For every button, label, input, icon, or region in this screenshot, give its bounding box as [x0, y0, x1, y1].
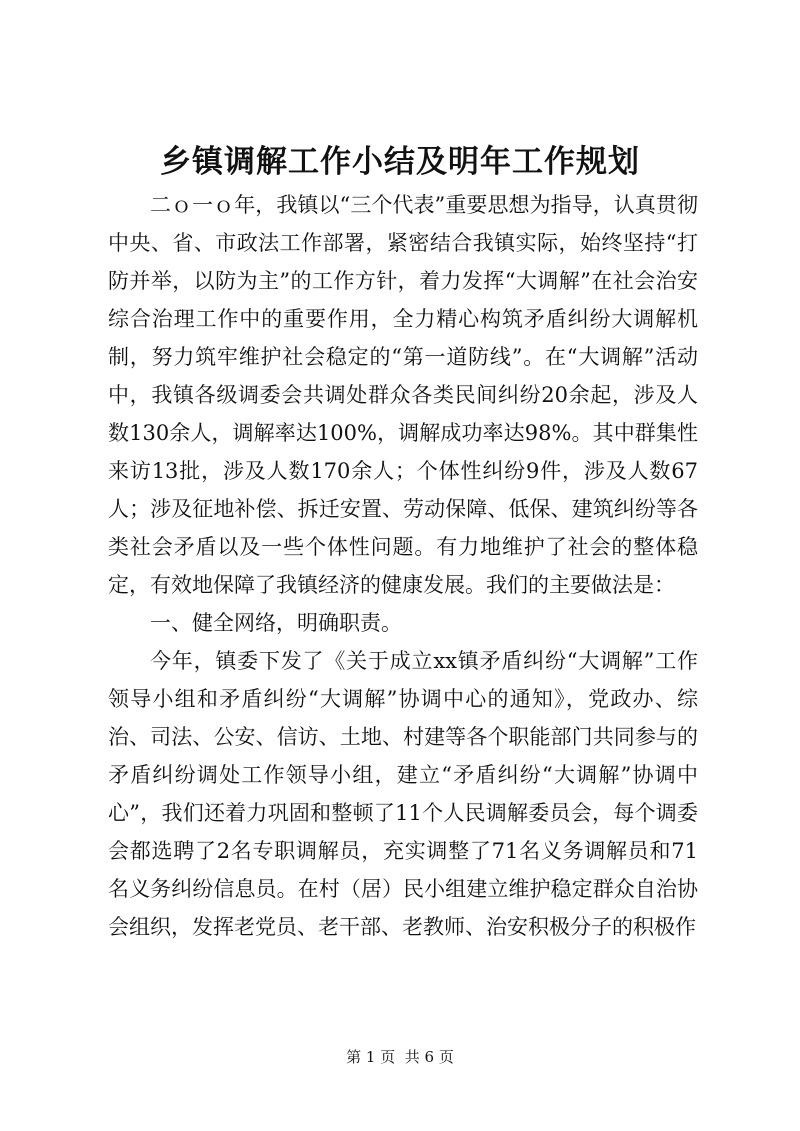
page-number-label: 第 1 页 共 6 页: [346, 1048, 454, 1066]
document-title: 乡镇调解工作小结及明年工作规划: [160, 144, 640, 180]
paragraph-section-1: 今年，镇委下发了《关于成立xx镇矛盾纠纷“大调解”工作领导小组和矛盾纠纷“大调解”协调中心的通知》，党政办、综治、司法、公安、信访、土地、村建等各个职能部门共同参与的矛盾纠纷调处工作领导小组，建立“矛盾纠纷“大调解”协调中心”，我们还着力巩固和整顿了11个人民调解委员会，每个调委会都选聘了2名专职调解员，充实调整了71名义务调解员和71名义务纠纷信息员。在村（居）民小组建立维护稳定群众自治协会组织，发挥老党员、老干部、老教师、治安积极分子的积极作: [108, 649, 698, 939]
page-footer: [0, 1047, 800, 1067]
paragraph-intro: 二ｏ一ｏ年，我镇以“三个代表”重要思想为指导，认真贯彻中央、省、市政法工作部署，紧密结合我镇实际，始终坚持“打防并举，以防为主”的工作方针，着力发挥“大调解”在社会治安综合治理工作中的重要作用，全力精心构筑矛盾纠纷大调解机制，努力筑牢维护社会稳定的“第一道防线”。在“大调解”活动中，我镇各级调委会共调处群众各类民间纠纷20余起，涉及人数130余人，调解率达100%，调解成功率达98%。其中群集性来访13批，涉及人数170余人；个体性纠纷9件，涉及人数67人；涉及征地补偿、拆迁安置、劳动保障、低保、建筑纠纷等各类社会矛盾以及一些个体性问题。有力地维护了社会的整体稳定，有效地保障了我镇经济的健康发展。我们的主要做法是：: [108, 193, 698, 597]
document-body: [108, 186, 698, 946]
section-heading-1: 一、健全网络，明确职责。: [150, 611, 402, 635]
